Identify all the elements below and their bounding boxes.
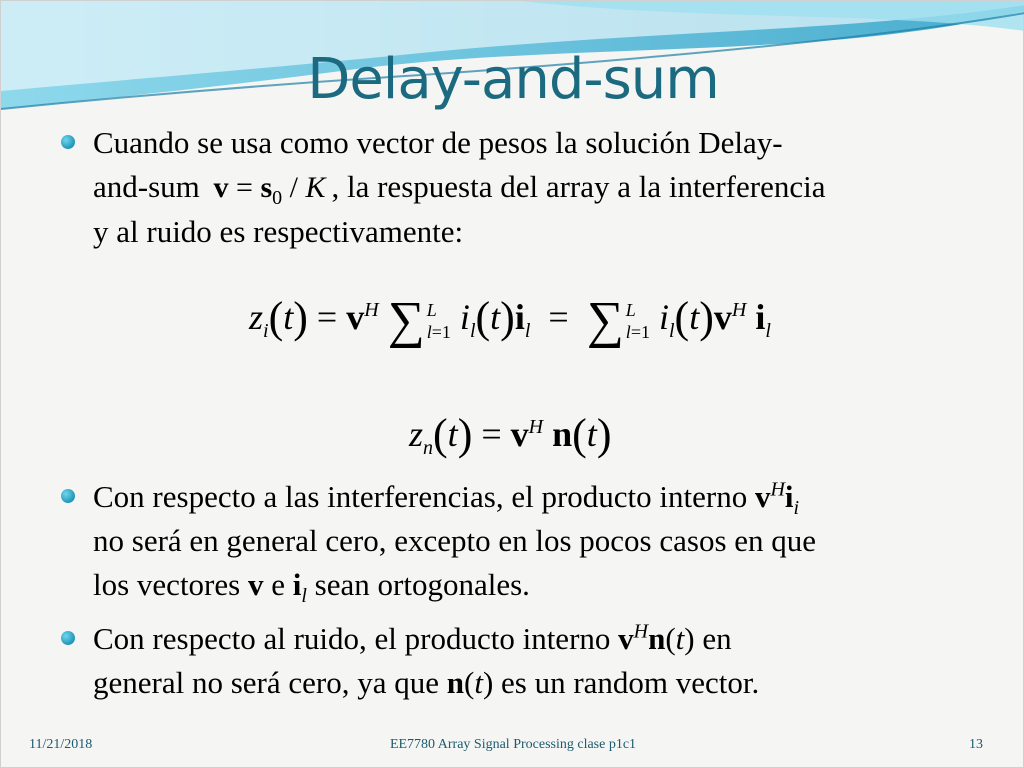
footer-page-number: 13 <box>969 737 983 752</box>
interference-equation: $z_i(t) = v^H$ ∑ L l=1 $i_l(t)i_l$ = ∑ L l=1 $i_l(t)v^H$ $i_l$ <box>249 292 771 349</box>
bullet-3-line-2: general no será cero, ya que n(t) es un random vector. <box>93 665 760 700</box>
bullet-2-line-3: los vectores v e $i_l$ sean ortogonales. <box>93 567 530 608</box>
bullet-2-line-1: Con respecto a las interferencias, el producto interno $v^Hi_i$ <box>93 478 800 520</box>
bullet-1-line-3: y al ruido es respectivamente: <box>93 214 464 249</box>
slide-title: Delay-and-sum <box>307 47 719 112</box>
bullet-1-line-2: and-sum $v = s_0 / K$ , la respuesta del array a la interferencia <box>93 169 826 209</box>
noise-equation: $z_n(t) = v^H$ n(t) <box>409 410 612 460</box>
footer-course: EE7780 Array Signal Processing clase p1c1 <box>389 737 637 752</box>
bullet-icon <box>61 631 75 645</box>
bullet-icon <box>61 135 75 149</box>
footer-date: 11/21/2018 <box>29 737 93 752</box>
bullet-3 <box>61 617 966 705</box>
bullet-icon <box>61 489 75 503</box>
bullet-1 <box>61 121 966 254</box>
bullet-2-line-2: no será en general cero, excepto en los pocos casos en que <box>93 523 817 558</box>
bullet-3-line-1: Con respecto al ruido, el producto interno $v^Hn(t)$ en <box>93 620 732 656</box>
bullet-2 <box>61 475 966 607</box>
bullet-1-line-1: Cuando se usa como vector de pesos la solución Delay- <box>93 125 783 160</box>
weight-equation: $v = s_0 / K$ <box>213 171 326 209</box>
